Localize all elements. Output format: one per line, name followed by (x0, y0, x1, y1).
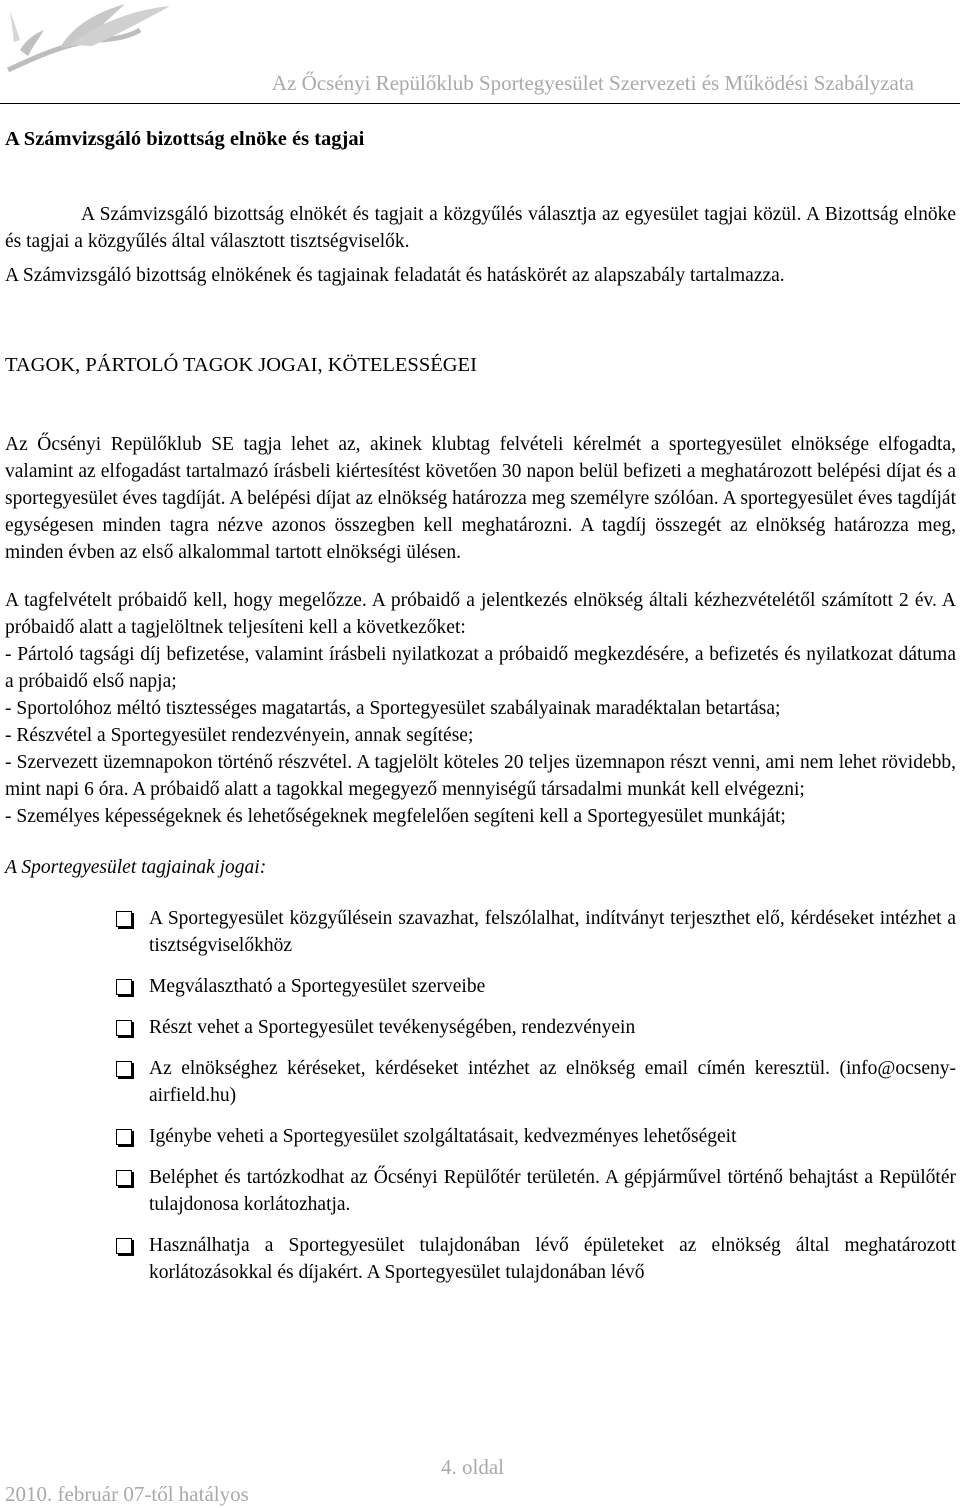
rights-list-item (5, 1014, 956, 1041)
audit-committee-paragraph-2: A Számvizsgáló bizottság elnökének és tagjainak feladatát és hatáskörét az alapszabály tartalmazza. (5, 265, 785, 286)
checkbox-bullet-icon (116, 1170, 132, 1186)
rights-item-text: Az elnökséghez kéréseket, kérdéseket intézhet az elnökség email címén keresztül. (info@ocseny-airfield.hu) (149, 1058, 956, 1106)
rights-list-item (5, 905, 956, 959)
rights-item-text: Megválasztható a Sportegyesület szerveibe (149, 976, 486, 997)
section-heading-audit-committee: A Számvizsgáló bizottság elnöke és tagjai (5, 128, 365, 150)
membership-paragraph: Az Őcsényi Repülőklub SE tagja lehet az, akinek klubtag felvételi kérelmét a sportegyesület elnöksége elfogadta, valamint az elfogadást tartalmazó írásbeli kiértesítést követően 30 napon belül befizeti a meghatározott belépési díjat és a sportegyesület éves tagdíját. A belépési díjat az elnökség határozza meg személyre szólóan. A sportegyesület éves tagdíját egységesen minden tagra nézve azonos összegben kell meghatározni. A tagdíj összegét az elnökség határozza meg, minden évben az első alkalommal tartott elnökségi ülésen. (5, 434, 956, 563)
requirement-item: - Sportolóhoz méltó tisztességes magatartás, a Sportegyesület szabályainak maradéktalan betartása; (5, 698, 781, 719)
rights-list-item (5, 1055, 956, 1109)
member-rights-heading: A Sportegyesület tagjainak jogai: (5, 857, 267, 878)
requirement-item: - Személyes képességeknek és lehetőségeknek megfelelően segíteni kell a Sportegyesület munkáját; (5, 806, 786, 827)
requirement-item: - Pártoló tagsági díj befizetése, valamint írásbeli nyilatkozat a próbaidő megkezdésére, a befizetés és nyilatkozat dátuma a próbaidő első napja; (5, 644, 956, 692)
requirement-item: - Részvétel a Sportegyesület rendezvényein, annak segítése; (5, 725, 474, 746)
checkbox-bullet-icon (116, 1061, 132, 1077)
requirement-item: - Szervezett üzemnapokon történő részvétel. A tagjelölt köteles 20 teljes üzemnapon részt venni, ami nem lehet rövidebb, mint napi 6 óra. A próbaidő alatt a tagokkal megegyező mennyiségű társadalmi munkát kell elvégezni; (5, 752, 956, 800)
probation-requirements-list (5, 641, 956, 830)
stork-logo (0, 0, 175, 80)
document-body (5, 126, 956, 1300)
rights-item-text: Részt vehet a Sportegyesület tevékenységében, rendezvényein (149, 1017, 636, 1038)
audit-committee-paragraph-1: A Számvizsgáló bizottság elnökét és tagjait a közgyűlés választja az egyesület tagjai közül. A Bizottság elnöke és tagjai a közgyűlés által választott tisztségviselők. (5, 204, 956, 252)
document-header-title: Az Őcsényi Repülőklub Sportegyesület Szervezeti és Működési Szabályzata (271, 71, 914, 95)
probation-paragraph: A tagfelvételt próbaidő kell, hogy megelőzze. A próbaidő a jelentkezés elnökség általi kézhezvételétől számított 2 év. A próbaidő alatt a tagjelöltnek teljesíteni kell a következőket: (5, 590, 956, 638)
rights-list-item (5, 1164, 956, 1218)
page-number: 4. oldal (441, 1455, 504, 1479)
checkbox-bullet-icon (116, 911, 132, 927)
effective-date: 2010. február 07-től hatályos (5, 1482, 249, 1506)
rights-item-text: Igénybe veheti a Sportegyesület szolgáltatásait, kedvezményes lehetőségeit (149, 1126, 737, 1147)
header-divider (0, 103, 960, 104)
rights-list-item (5, 1123, 956, 1150)
member-rights-list (5, 905, 956, 1286)
rights-list-item (5, 1232, 956, 1286)
rights-item-text: A Sportegyesület közgyűlésein szavazhat, felszólalhat, indítványt terjeszthet elő, kérdéseket intézhet a tisztségviselőkhöz (149, 908, 956, 956)
section-heading-members-rights: TAGOK, PÁRTOLÓ TAGOK JOGAI, KÖTELESSÉGEI (5, 354, 477, 376)
rights-item-text: Használhatja a Sportegyesület tulajdonában lévő épületeket az elnökség által meghatározott korlátozásokkal és díjakért. A Sportegyesület tulajdonában lévő (149, 1235, 956, 1283)
checkbox-bullet-icon (116, 1129, 132, 1145)
rights-list-item (5, 973, 956, 1000)
rights-item-text: Beléphet és tartózkodhat az Őcsényi Repülőtér területén. A gépjárművel történő behajtást a Repülőtér tulajdonosa korlátozhatja. (149, 1167, 956, 1215)
checkbox-bullet-icon (116, 979, 132, 995)
checkbox-bullet-icon (116, 1238, 132, 1254)
checkbox-bullet-icon (116, 1020, 132, 1036)
